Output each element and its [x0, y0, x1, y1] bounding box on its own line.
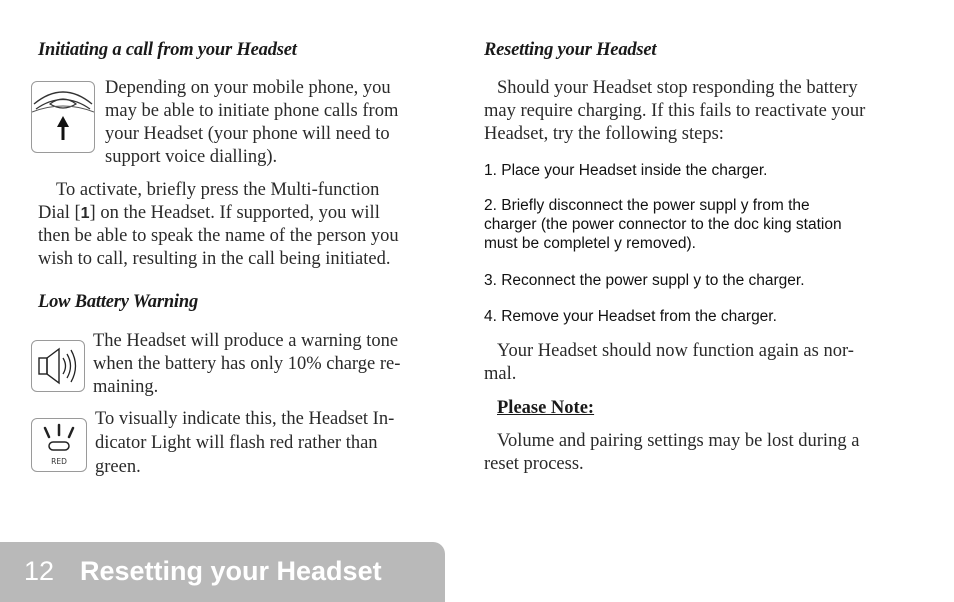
light-line: dicator Light will flash red rather than [95, 433, 378, 453]
step-2-line: charger (the power connector to the doc king station [484, 216, 842, 233]
multi-function-dial-press-icon [32, 82, 94, 152]
footer-title: Resetting your Headset [80, 556, 382, 586]
intro-line: may be able to initiate phone calls from [105, 101, 399, 121]
light-line: To visually indicate this, the Headset In- [95, 409, 395, 429]
tone-line: maining. [93, 377, 159, 397]
initiating-heading: Initiating a call from your Headset [38, 40, 297, 60]
note-line: Volume and pairing settings may be lost during a [497, 431, 860, 451]
resetting-heading: Resetting your Headset [484, 40, 657, 60]
outro-line: Your Headset should now function again as nor- [497, 341, 854, 361]
indicator-icon-label: RED [51, 457, 67, 466]
activate-line: then be able to speak the name of the person you [38, 226, 399, 246]
outro-line: mal. [484, 364, 517, 384]
speaker-tone-icon [32, 341, 84, 391]
activate-line: Dial [1] on the Headset. If supported, you will [38, 203, 380, 223]
low-battery-heading: Low Battery Warning [38, 292, 198, 312]
activate-line: To activate, briefly press the Multi-function [56, 180, 380, 200]
intro-line: may require charging. If this fails to reactivate your [484, 101, 866, 121]
intro-line: support voice dialling). [105, 147, 278, 167]
intro-line: Depending on your mobile phone, you [105, 78, 391, 98]
intro-line: your Headset (your phone will need to [105, 124, 390, 144]
note-line: reset process. [484, 454, 584, 474]
tone-line: when the battery has only 10% charge re- [93, 354, 401, 374]
tone-line: The Headset will produce a warning tone [93, 331, 399, 351]
step-2-line: must be completel y removed). [484, 235, 696, 252]
please-note-heading: Please Note: [497, 398, 595, 418]
step-4: 4. Remove your Headset from the charger. [484, 308, 777, 325]
speaker-icon-box [31, 340, 85, 392]
step-3: 3. Reconnect the power suppl y to the charger. [484, 272, 805, 289]
step-2-line: 2. Briefly disconnect the power suppl y from the [484, 197, 810, 214]
dial-press-icon-box [31, 81, 95, 153]
intro-line: Headset, try the following steps: [484, 124, 724, 144]
step-1: 1. Place your Headset inside the charger. [484, 162, 768, 179]
page-number: 12 [24, 556, 55, 586]
indicator-icon-box [31, 418, 87, 472]
activate-line: wish to call, resulting in the call being initiated. [38, 249, 391, 269]
dial-number: 1 [80, 205, 90, 222]
light-line: green. [95, 457, 141, 477]
intro-line: Should your Headset stop responding the battery [497, 78, 858, 98]
